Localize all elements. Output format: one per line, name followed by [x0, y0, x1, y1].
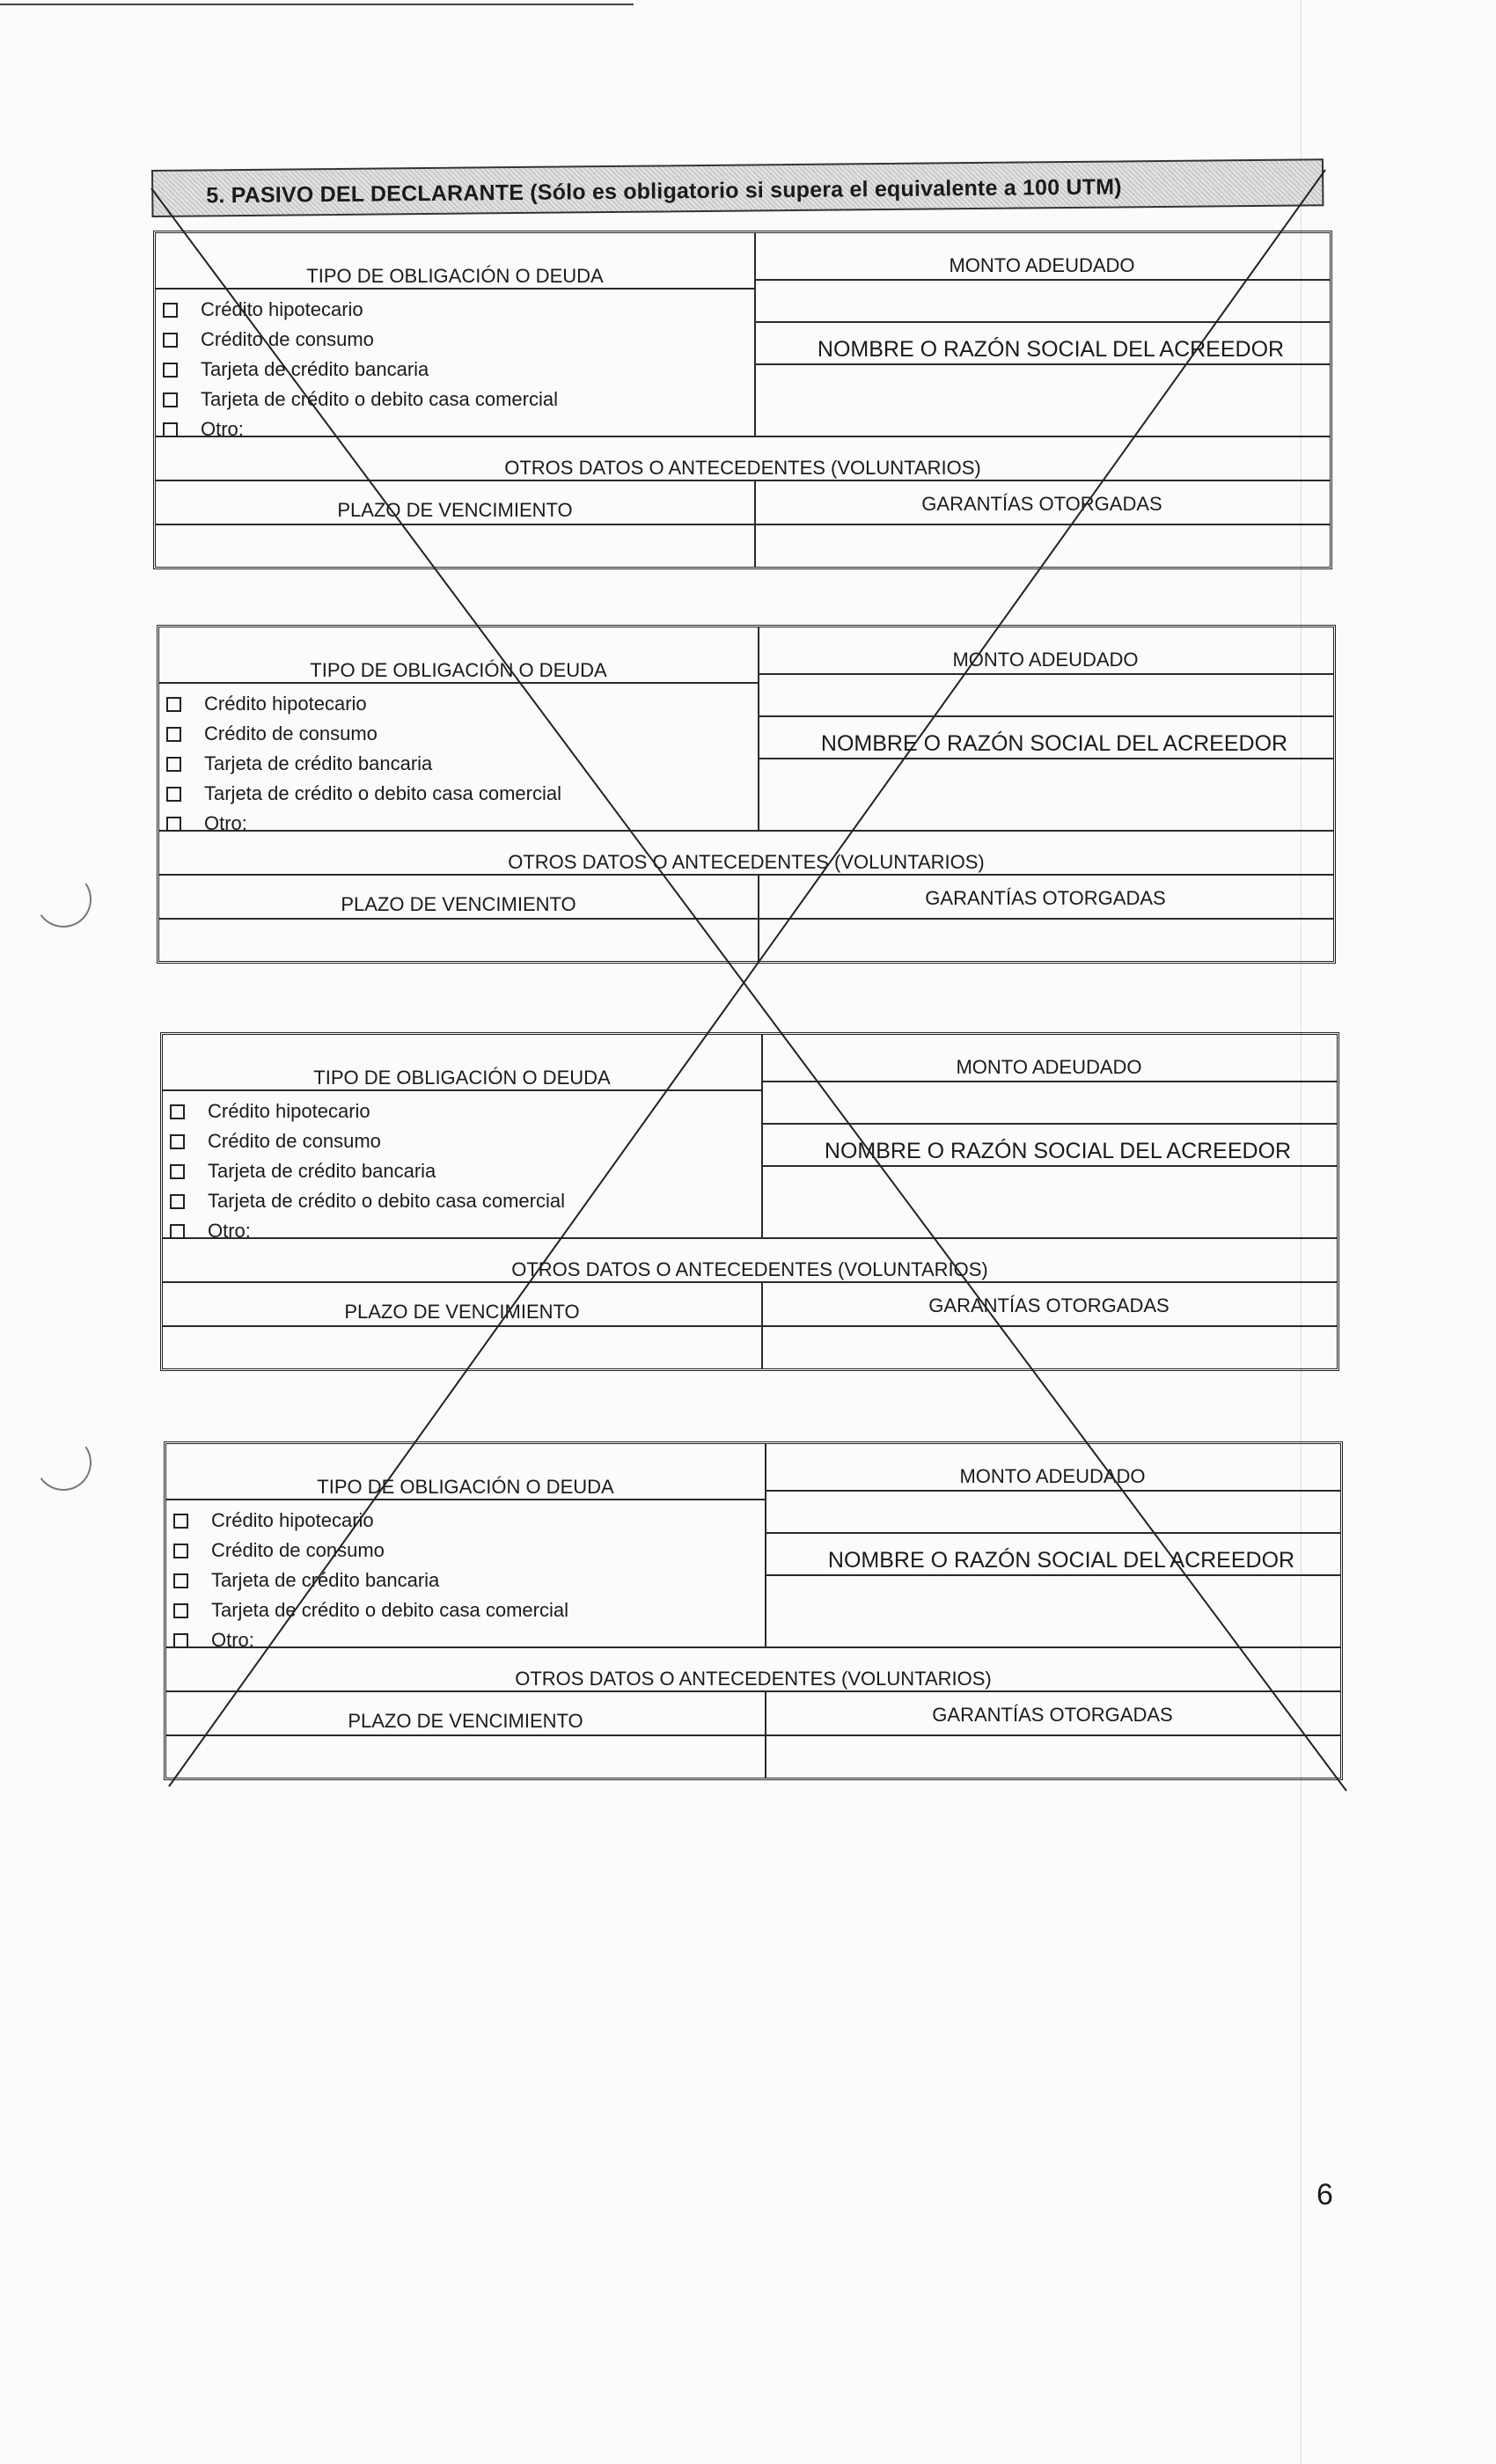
option-label: Otro: — [204, 812, 247, 834]
option-label: Tarjeta de crédito bancaria — [208, 1160, 436, 1182]
amount-header: MONTO ADEUDADO — [959, 1465, 1146, 1487]
option-label: Otro: — [201, 418, 244, 440]
option-label: Crédito de consumo — [211, 1539, 385, 1561]
cross-line-1 — [151, 188, 1346, 1791]
due-date-header: PLAZO DE VENCIMIENTO — [337, 499, 573, 521]
other-data-header: OTROS DATOS O ANTECEDENTES (VOLUNTARIOS) — [504, 457, 981, 479]
option-label: Tarjeta de crédito o debito casa comercial — [204, 782, 561, 804]
other-data-header: OTROS DATOS O ANTECEDENTES (VOLUNTARIOS) — [508, 851, 985, 873]
obligation-type-header: TIPO DE OBLIGACIÓN O DEUDA — [306, 265, 604, 287]
option-label: Crédito de consumo — [208, 1130, 381, 1152]
creditor-header: NOMBRE O RAZÓN SOCIAL DEL ACREEDOR — [820, 731, 1288, 756]
option-label: Crédito hipotecario — [211, 1509, 374, 1531]
section-title: 5. PASIVO DEL DECLARANTE (Sólo es obligatorio si supera el equivalente a 100 UTM) — [206, 174, 1122, 209]
option-label: Otro: — [211, 1629, 254, 1651]
due-date-header: PLAZO DE VENCIMIENTO — [341, 893, 576, 915]
option-label: Crédito hipotecario — [204, 693, 367, 715]
page-number: 6 — [1316, 2178, 1333, 2211]
obligation-type-header: TIPO DE OBLIGACIÓN O DEUDA — [310, 659, 607, 681]
guarantees-header: GARANTÍAS OTORGADAS — [932, 1704, 1173, 1726]
amount-header: MONTO ADEUDADO — [949, 254, 1135, 276]
guarantees-header: GARANTÍAS OTORGADAS — [925, 887, 1166, 909]
amount-header: MONTO ADEUDADO — [952, 649, 1139, 671]
option-label: Tarjeta de crédito o debito casa comercial — [201, 388, 558, 410]
option-label: Crédito hipotecario — [208, 1100, 370, 1122]
due-date-header: PLAZO DE VENCIMIENTO — [348, 1710, 583, 1732]
option-label: Crédito de consumo — [201, 328, 374, 350]
option-label: Tarjeta de crédito o debito casa comercial — [208, 1190, 565, 1212]
due-date-header: PLAZO DE VENCIMIENTO — [344, 1301, 580, 1323]
option-label: Crédito de consumo — [204, 722, 378, 744]
amount-header: MONTO ADEUDADO — [956, 1056, 1142, 1078]
option-label: Otro: — [208, 1220, 251, 1242]
option-label: Tarjeta de crédito bancaria — [211, 1569, 440, 1591]
cross-line-2 — [169, 170, 1325, 1786]
other-data-header: OTROS DATOS O ANTECEDENTES (VOLUNTARIOS) — [515, 1668, 992, 1690]
obligation-type-header: TIPO DE OBLIGACIÓN O DEUDA — [313, 1067, 611, 1089]
obligation-type-header: TIPO DE OBLIGACIÓN O DEUDA — [317, 1476, 614, 1498]
guarantees-header: GARANTÍAS OTORGADAS — [921, 493, 1162, 515]
option-label: Tarjeta de crédito bancaria — [204, 752, 433, 774]
creditor-header: NOMBRE O RAZÓN SOCIAL DEL ACREEDOR — [824, 1139, 1292, 1163]
option-label: Crédito hipotecario — [201, 298, 363, 320]
guarantees-header: GARANTÍAS OTORGADAS — [928, 1294, 1170, 1316]
creditor-header: NOMBRE O RAZÓN SOCIAL DEL ACREEDOR — [817, 337, 1285, 362]
creditor-header: NOMBRE O RAZÓN SOCIAL DEL ACREEDOR — [827, 1548, 1295, 1573]
option-label: Tarjeta de crédito bancaria — [201, 358, 429, 380]
option-label: Tarjeta de crédito o debito casa comercial — [211, 1599, 568, 1621]
other-data-header: OTROS DATOS O ANTECEDENTES (VOLUNTARIOS) — [511, 1258, 988, 1280]
